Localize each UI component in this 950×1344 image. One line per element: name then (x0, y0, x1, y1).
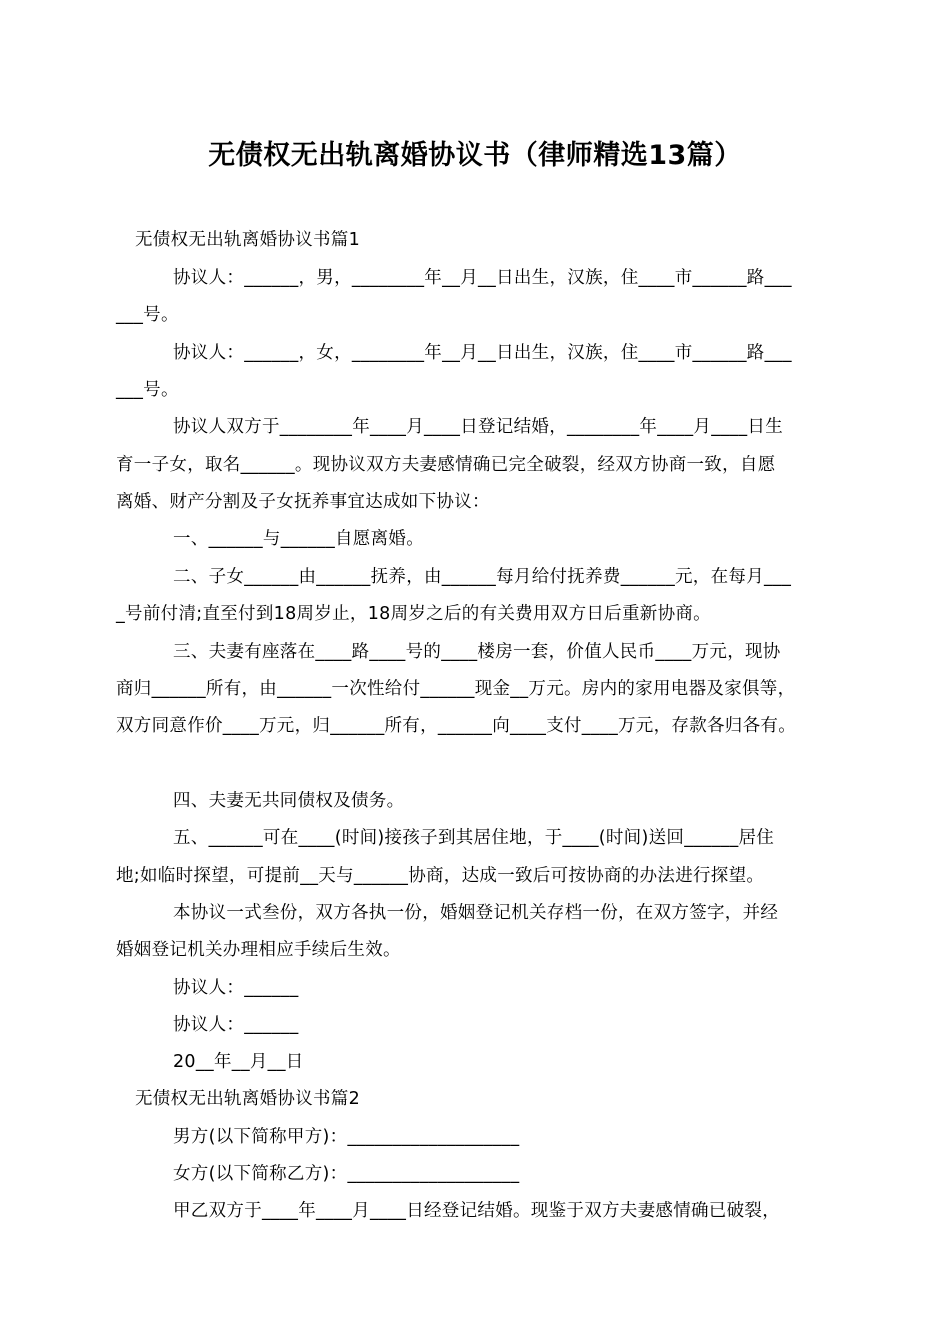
paragraph-line: 协议人：______，男，________年__月__日出生，汉族，住____市______路___ (173, 268, 792, 288)
paragraph-line: 女方(以下简称乙方)：___________________ (173, 1164, 520, 1184)
paragraph-line: _号前付清;直至付到18周岁止，18周岁之后的有关费用双方日后重新协商。 (116, 604, 711, 624)
paragraph-line: 三、夫妻有座落在____路____号的____楼房一套，价值人民币____万元，现协 (173, 642, 781, 662)
signature-line: 协议人：______ (173, 978, 299, 998)
paragraph-line: 离婚、财产分割及子女抚养事宜达成如下协议： (116, 492, 490, 512)
paragraph-line: 本协议一式叁份，双方各执一份，婚姻登记机关存档一份，在双方签字，并经 (173, 903, 779, 923)
paragraph-line: 五、______可在____(时间)接孩子到其居住地，于____(时间)送回______居住 (173, 828, 775, 848)
section-heading: 无债权无出轨离婚协议书篇2 (135, 1089, 361, 1109)
paragraph-line: 地;如临时探望，可提前__天与______协商，达成一致后可按协商的办法进行探望。 (116, 866, 765, 886)
paragraph-line: 协议人：______，女，________年__月__日出生，汉族，住____市______路___ (173, 343, 792, 363)
date-line: 20__年__月__日 (173, 1052, 304, 1072)
paragraph-line: 育一子女，取名______。现协议双方夫妻感情确已完全破裂，经双方协商一致，自愿 (116, 455, 776, 475)
paragraph-line: 协议人双方于________年____月____日登记结婚，________年____月____日生 (173, 417, 783, 437)
paragraph-line: 四、夫妻无共同债权及债务。 (173, 791, 405, 811)
paragraph-line: ___号。 (116, 380, 179, 400)
signature-line: 协议人：______ (173, 1015, 299, 1035)
paragraph-line: 二、子女______由______抚养，由______每月给付抚养费______元，在每月___ (173, 567, 792, 587)
document-title: 无债权无出轨离婚协议书（律师精选13篇） (208, 140, 742, 171)
paragraph-line: 男方(以下简称甲方)：___________________ (173, 1127, 520, 1147)
section-heading: 无债权无出轨离婚协议书篇1 (135, 230, 361, 250)
paragraph-line: ___号。 (116, 305, 179, 325)
paragraph-line: 双方同意作价____万元，归______所有，______向____支付____万元，存款各归各有。 (116, 716, 796, 736)
paragraph-line: 商归______所有，由______一次性给付______现金__万元。房内的家用电器及家俱等， (116, 679, 796, 699)
paragraph-line: 甲乙双方于____年____月____日经登记结婚。现鉴于双方夫妻感情确已破裂， (173, 1201, 780, 1221)
paragraph-line: 一、______与______自愿离婚。 (173, 529, 424, 549)
paragraph-line: 婚姻登记机关办理相应手续后生效。 (116, 940, 401, 960)
